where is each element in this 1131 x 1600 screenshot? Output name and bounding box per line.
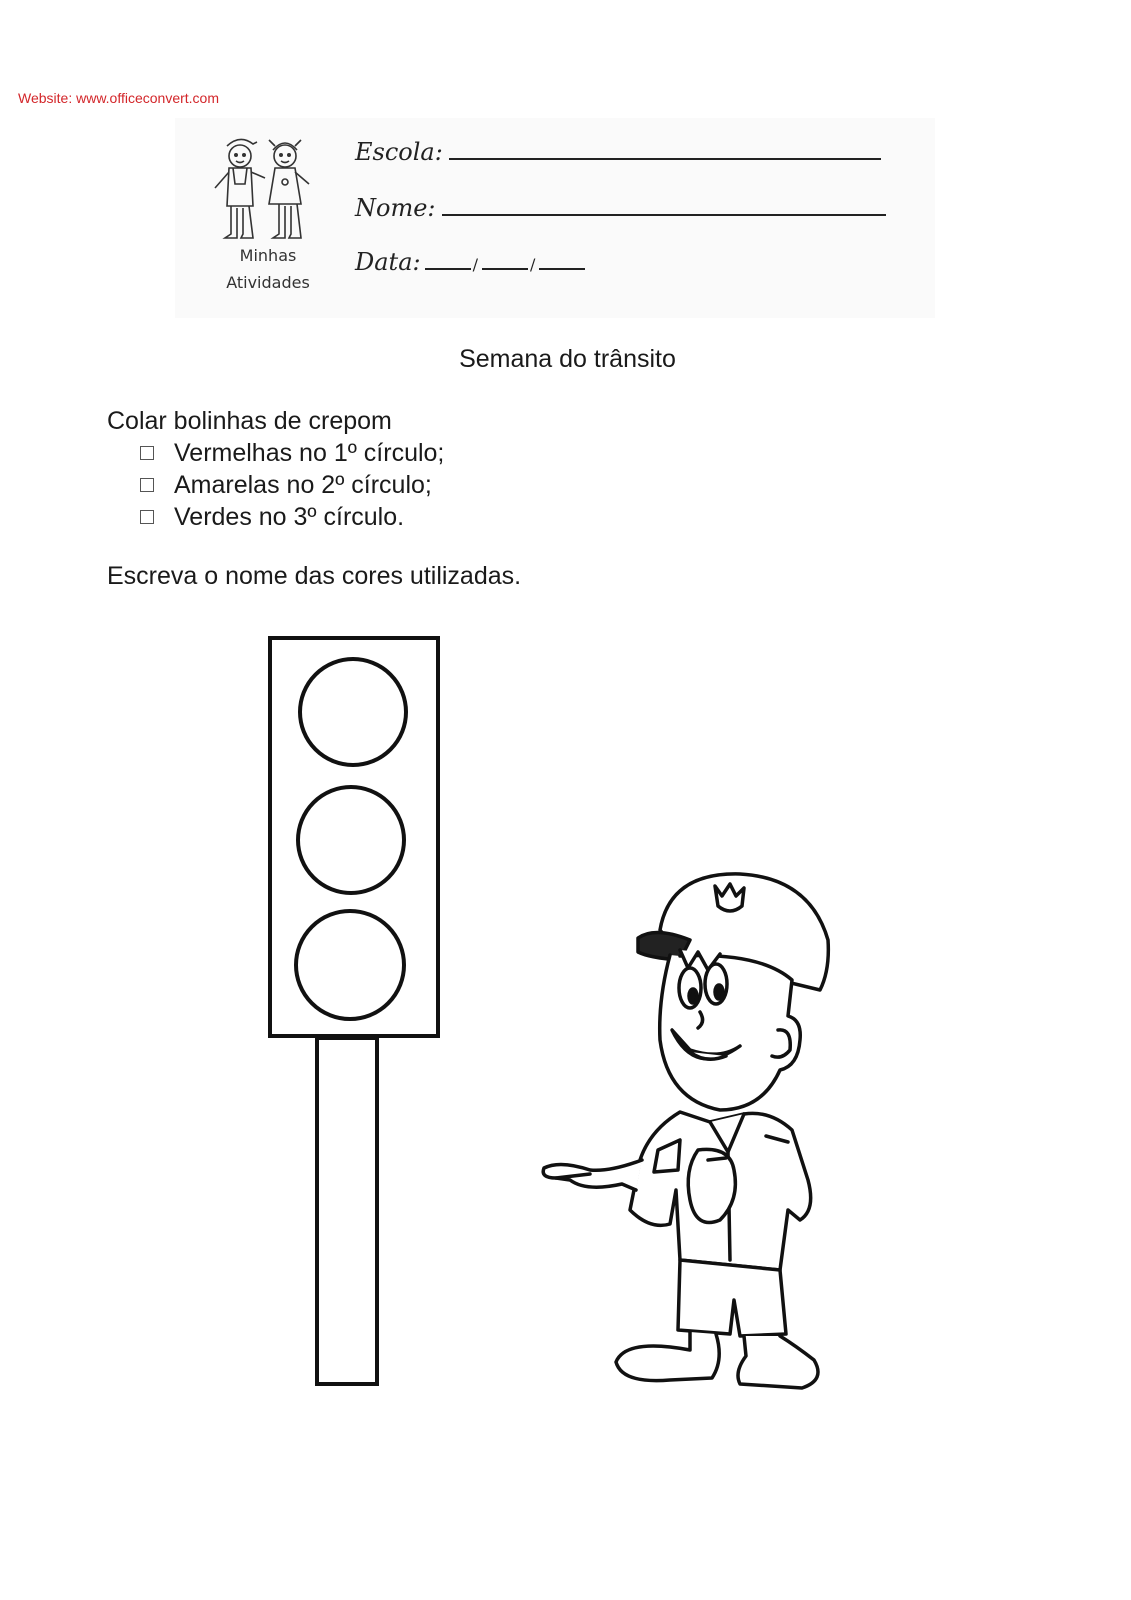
checkbox-icon bbox=[140, 478, 154, 492]
school-input-line[interactable] bbox=[449, 138, 881, 160]
list-item-text: Verdes no 3º círculo. bbox=[174, 503, 405, 531]
worksheet-header bbox=[175, 118, 935, 318]
traffic-light-circle-2 bbox=[298, 787, 404, 893]
brand-line-2: Atividades bbox=[226, 273, 310, 292]
traffic-light-illustration bbox=[260, 630, 450, 1400]
kids-illustration bbox=[205, 126, 320, 246]
checkbox-icon bbox=[140, 446, 154, 460]
name-label: Nome: bbox=[355, 194, 436, 222]
date-day-line[interactable] bbox=[425, 248, 471, 270]
list-item-text: Vermelhas no 1º círculo; bbox=[174, 439, 445, 467]
list-item bbox=[140, 501, 444, 533]
traffic-light-pole bbox=[317, 1038, 377, 1384]
instructions bbox=[107, 405, 444, 533]
traffic-light-circle-3 bbox=[296, 911, 404, 1019]
page-title bbox=[0, 345, 1131, 374]
instructions-heading: Colar bolinhas de crepom bbox=[107, 407, 392, 435]
school-label: Escola: bbox=[355, 138, 443, 166]
list-item bbox=[140, 437, 444, 469]
date-month-line[interactable] bbox=[482, 248, 528, 270]
date-year-line[interactable] bbox=[539, 248, 585, 270]
traffic-boy-illustration bbox=[530, 860, 850, 1400]
name-input-line[interactable] bbox=[442, 194, 886, 216]
list-item bbox=[140, 469, 444, 501]
brand-text bbox=[203, 242, 333, 296]
brand-line-1: Minhas bbox=[239, 246, 297, 265]
date-separator-1: / bbox=[472, 255, 478, 274]
date-label: Data: bbox=[355, 248, 421, 276]
name-field bbox=[355, 194, 886, 222]
traffic-light-circle-1 bbox=[300, 659, 406, 765]
date-field bbox=[355, 248, 585, 276]
school-field bbox=[355, 138, 881, 166]
checkbox-icon bbox=[140, 510, 154, 524]
write-prompt: Escreva o nome das cores utilizadas. bbox=[107, 562, 522, 590]
instructions-list bbox=[107, 437, 444, 533]
page-title-text: Semana do trânsito bbox=[459, 345, 676, 373]
website-link[interactable]: Website: www.officeconvert.com bbox=[18, 90, 220, 106]
date-separator-2: / bbox=[529, 255, 536, 274]
list-item-text: Amarelas no 2º círculo; bbox=[174, 471, 432, 499]
